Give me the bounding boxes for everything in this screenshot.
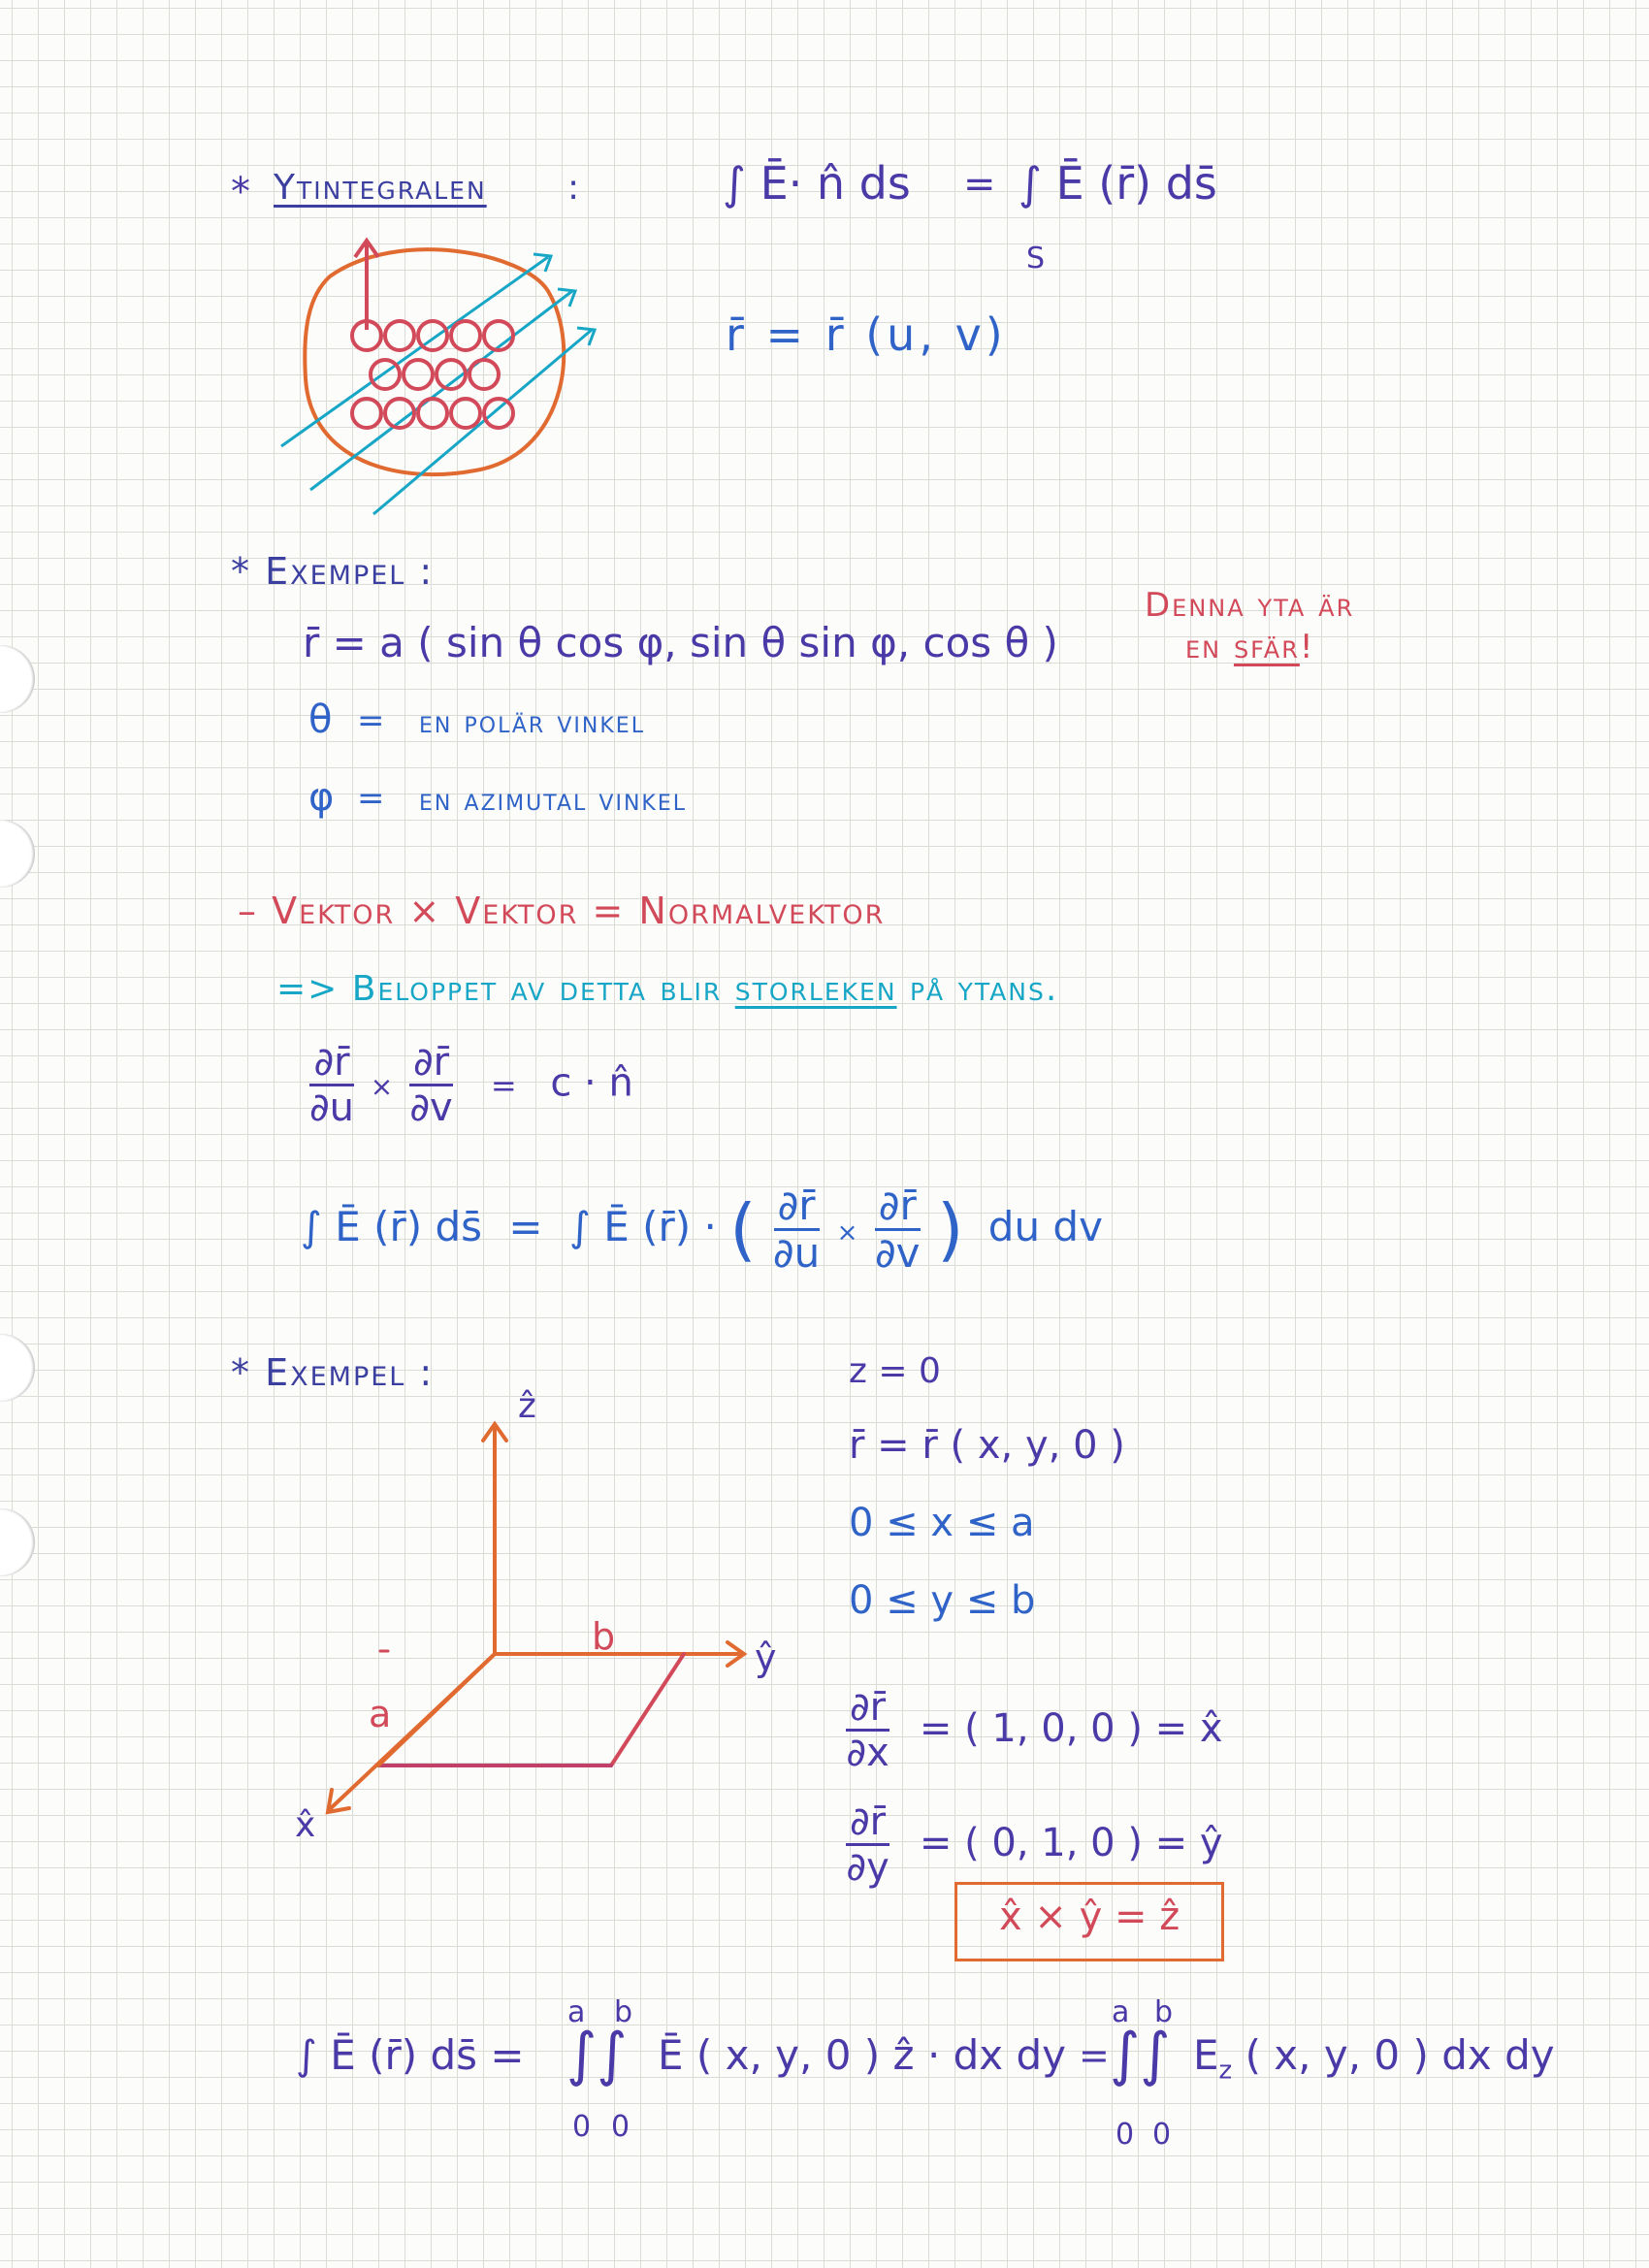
sphere-note-line1: Denna yta är	[1145, 586, 1355, 625]
theta-symbol: θ	[308, 697, 333, 742]
int-upper-b: b	[614, 1995, 633, 2029]
sphere-note-line2	[1185, 628, 1315, 666]
int-upper-b-2: b	[1154, 1995, 1174, 2029]
final-integral-mid: Ē ( x, y, 0 ) ẑ · dx dy	[658, 2031, 1067, 2079]
int-upper-a: a	[567, 1995, 586, 2029]
side-label-b: b	[592, 1615, 616, 1658]
sphere-note-sfar: sfär	[1233, 628, 1300, 666]
partials-cross-product	[306, 1040, 633, 1130]
binder-hole	[0, 645, 35, 713]
dr-du-fraction-2: $\frac{\partial r̄}{\partial u}$	[772, 1182, 821, 1277]
flux-integral-lhs: ∫ Ē (r̄) ds̄	[301, 1203, 483, 1250]
example2-heading: * Exempel :	[231, 1351, 435, 1394]
c-times-n: c · n̂	[550, 1060, 633, 1106]
side-label-a: a	[369, 1693, 392, 1735]
surface-integral-eq: =	[963, 162, 996, 207]
dr-dy-result: = ( 0, 1, 0 ) = ŷ	[919, 1820, 1223, 1865]
paren-open: (	[729, 1189, 757, 1270]
magnitude-statement-c: på ytans.	[909, 969, 1059, 1009]
surface-integral-lhs: ∫ Ē· n̂ ds	[723, 157, 911, 210]
binder-hole	[0, 820, 35, 888]
phi-eq: =	[357, 779, 385, 818]
parametrization: r̄ = r̄ (u, v)	[726, 308, 1007, 361]
surface-integral-sub: S	[1026, 242, 1046, 275]
theta-eq: =	[357, 701, 385, 740]
int-lower-0c: 0	[1116, 2118, 1135, 2152]
y-axis-label: ŷ	[755, 1636, 777, 1679]
final-ez-sub: z	[1218, 2056, 1233, 2086]
flux-integral-end: du dv	[987, 1203, 1103, 1250]
phi-symbol: φ	[308, 775, 335, 820]
coordinate-sketch	[310, 1397, 815, 1863]
cross-symbol-2: ×	[836, 1218, 858, 1247]
z-condition: z = 0	[849, 1351, 941, 1391]
dr-dv-fraction-2: $\frac{\partial r̄}{\partial v}$	[874, 1182, 921, 1277]
dr-dx-line	[842, 1685, 1223, 1775]
dr-du-fraction: $\frac{\partial r̄}{\partial u}$	[309, 1040, 355, 1130]
int-lower-0b: 0	[611, 2110, 630, 2144]
section1-star: *	[231, 170, 250, 214]
final-integral-lhs: ∫ Ē (r̄) ds̄ =	[296, 2031, 525, 2079]
magnitude-statement	[276, 969, 1059, 1009]
sphere-parametrization: r̄ = a ( sin θ cos φ, sin θ sin φ, cos θ )	[303, 619, 1058, 666]
binder-hole	[0, 1334, 35, 1402]
paren-close: )	[937, 1189, 964, 1270]
dr-dx-fraction: $\frac{\partial r̄}{\partial x}$	[846, 1685, 889, 1775]
phi-definition: en azimutal vinkel	[419, 781, 688, 818]
section1-heading: Ytintegralen	[274, 168, 487, 208]
final-rhs-tail: ( x, y, 0 ) dx dy	[1245, 2031, 1555, 2079]
final-integral-rhs	[1193, 2031, 1555, 2086]
flux-integral-mid: ∫ Ē (r̄) ·	[568, 1203, 717, 1250]
example1-heading: * Exempel :	[231, 550, 435, 593]
int-lower-0a: 0	[572, 2110, 592, 2144]
flux-integral-eq: =	[508, 1203, 543, 1250]
rectangle-far-edge	[611, 1654, 684, 1766]
surface-element-circles	[352, 321, 513, 428]
x-axis-label: x̂	[295, 1805, 316, 1845]
final-ez: E	[1193, 2031, 1219, 2079]
y-range: 0 ≤ y ≤ b	[849, 1578, 1036, 1623]
surface-integral-rhs: ∫ Ē (r̄) ds̄	[1018, 157, 1217, 210]
double-integral-1: ∫∫	[566, 2021, 628, 2089]
dr-dy-fraction: $\frac{\partial r̄}{\partial y}$	[846, 1799, 889, 1890]
surface-sketch	[291, 233, 601, 524]
x-range: 0 ≤ x ≤ a	[849, 1501, 1035, 1545]
cross-product-rule: – Vektor × Vektor = Normalvektor	[238, 890, 886, 932]
flux-integral	[301, 1182, 1103, 1277]
magnitude-statement-a: => Beloppet av detta blir	[276, 969, 723, 1009]
binder-hole	[0, 1508, 35, 1576]
dr-dy-line	[842, 1799, 1223, 1890]
double-integral-2: ∫∫	[1110, 2021, 1171, 2089]
boxed-cross-product: x̂ × ŷ = ẑ	[999, 1895, 1180, 1939]
equals-symbol: =	[490, 1066, 517, 1104]
normal-arrow	[355, 241, 378, 330]
theta-definition: en polär vinkel	[419, 703, 645, 740]
int-lower-0d: 0	[1152, 2118, 1172, 2152]
int-upper-a-2: a	[1112, 1995, 1130, 2029]
final-integral-eq: =	[1079, 2034, 1110, 2077]
r-definition: r̄ = r̄ ( x, y, 0 )	[849, 1423, 1125, 1468]
sphere-note-en: en	[1185, 628, 1222, 666]
magnitude-statement-b: storleken	[734, 969, 897, 1009]
sphere-note-bang: !	[1299, 628, 1315, 666]
dr-dx-result: = ( 1, 0, 0 ) = x̂	[919, 1705, 1223, 1751]
section1-heading-colon: :	[567, 168, 580, 208]
cross-symbol: ×	[370, 1070, 394, 1103]
z-axis-label: ẑ	[518, 1386, 536, 1426]
dr-dv-fraction: $\frac{\partial r̄}{\partial v}$	[409, 1040, 453, 1130]
surface-outline	[305, 249, 564, 474]
